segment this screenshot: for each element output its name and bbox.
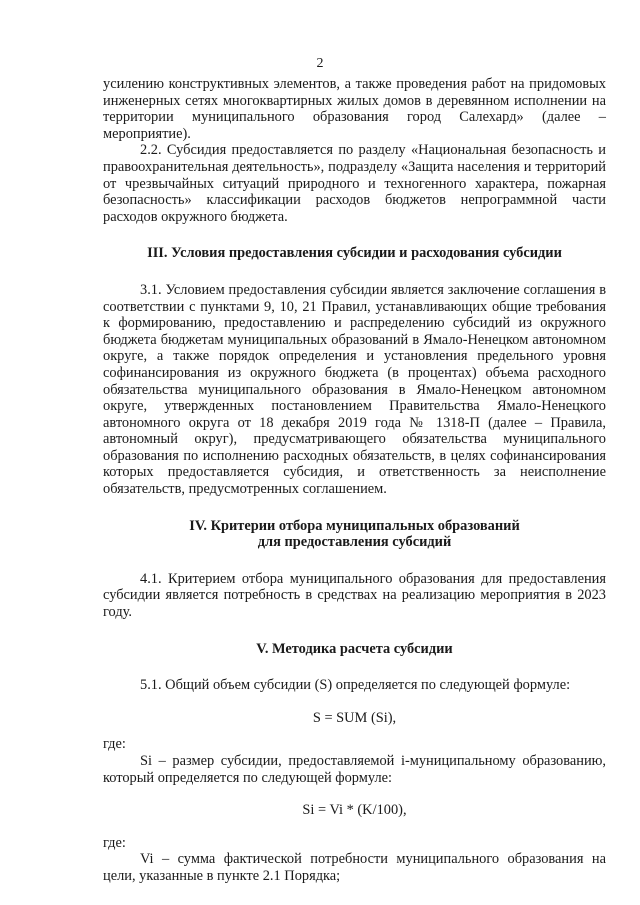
- section-3-heading: III. Условия предоставления субсидии и расходования субсидии: [147, 245, 562, 262]
- section-4-heading-line-1: IV. Критерии отбора муниципальных образований: [189, 517, 520, 534]
- page-number: 2: [316, 56, 324, 71]
- section-4-heading-line-2: для предоставления субсидий: [257, 534, 452, 551]
- paragraph-vi-definition: Vi – сумма фактической потребности муниципального образования на цели, указанные в пункте 2.1 Порядка;: [103, 851, 606, 884]
- paragraph-5-1: 5.1. Общий объем субсидии (S) определяется по следующей формуле:: [140, 677, 571, 694]
- paragraph-si-definition: Si – размер субсидии, предоставляемой i-муниципальному образованию, который определяется по следующей формуле:: [103, 753, 606, 786]
- paragraph-continuation: усилению конструктивных элементов, а также проведения работ на придомовых инженерных сетях многоквартирных жилых домов в деревянном исполнении на территории муниципального образования город Салехард» (далее – мероприятие).: [103, 76, 606, 142]
- paragraph-3-1: 3.1. Условием предоставления субсидии является заключение соглашения в соответствии с пунктами 9, 10, 21 Правил, устанавливающих общие требования к формированию, предоставлению и распределению субсидий из окружного бюджета бюджетам муниципальных образований в Ямало-Ненецком автономном округе, а также порядок определения и установления предельного уровня софинансирования из окружного бюджета (в процентах) объема расходного обязательства муниципального образования в Ямало-Ненецком автономном округе, утвержденных постановлением Правительства Ямало-Ненецкого автономного округа от 18 декабря 2019 года № 1318-П (далее – Правила, автономный округ), предусматривающего обязательства муниципального образования по исполнению расходных обязательств, в целях софинансирования которых предоставляется субсидия, и ответственность за неисполнение обязательств, предусмотренных соглашением.: [103, 281, 606, 498]
- formula-si: Si = Vi * (K/100),: [302, 802, 407, 819]
- where-label-2: где:: [103, 834, 126, 851]
- paragraph-4-1: 4.1. Критерием отбора муниципального образования для предоставления субсидии является потребность в средствах на реализацию мероприятия в 2023 году.: [103, 570, 606, 621]
- formula-total: S = SUM (Si),: [312, 709, 397, 726]
- where-label-1: где:: [103, 736, 126, 753]
- section-4-heading: [103, 518, 606, 551]
- paragraph-2-2: 2.2. Субсидия предоставляется по разделу «Национальная безопасность и правоохранительная деятельность», подразделу «Защита населения и территорий от чрезвычайных ситуаций природного и техногенного характера, пожарная безопасность» классификации расходов бюджетов непрограммной части расходов окружного бюджета.: [103, 142, 606, 225]
- section-5-heading: V. Методика расчета субсидии: [256, 640, 453, 657]
- document-body: [103, 76, 606, 885]
